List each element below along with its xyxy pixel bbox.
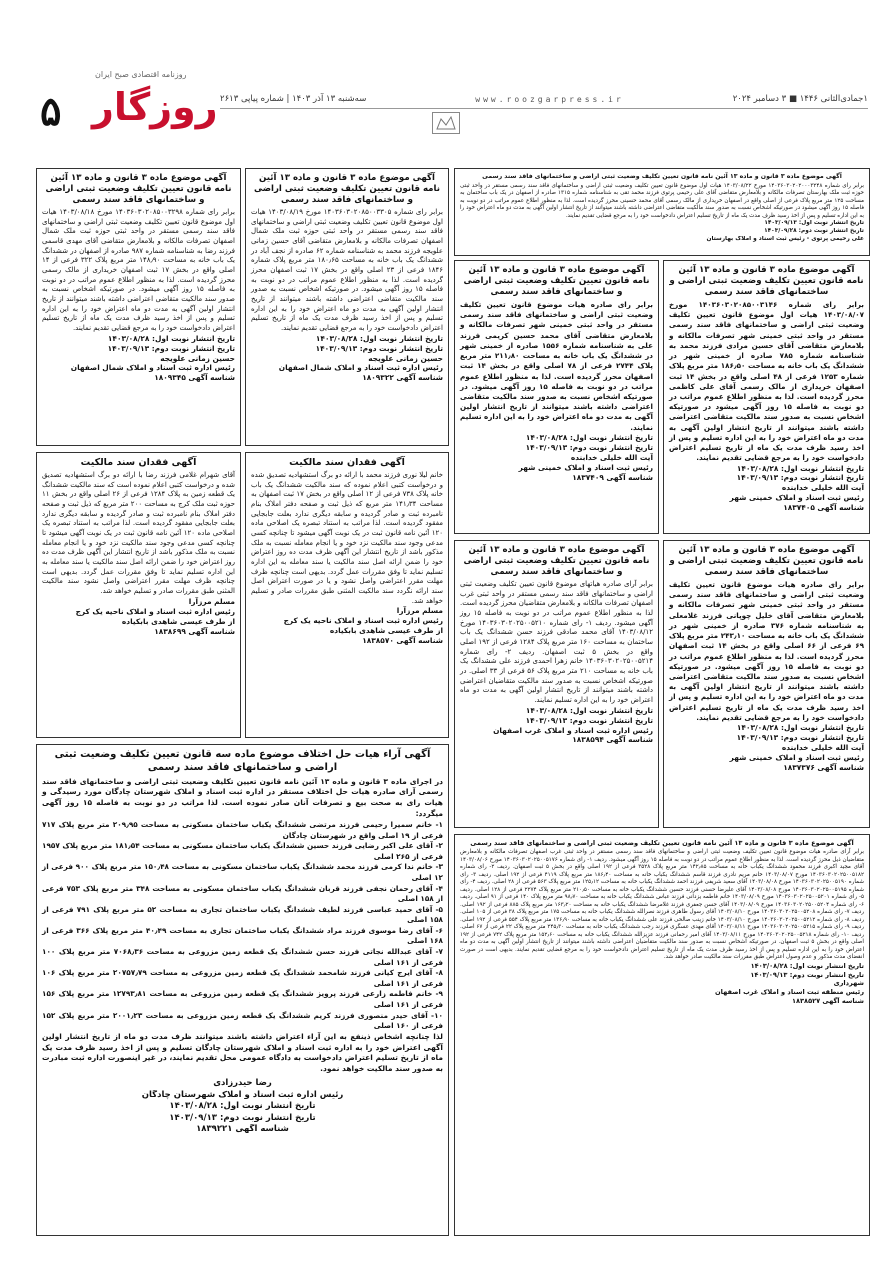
notice-meta: مسلم مرزآرا رئیس اداره ثبت اسناد و املاک ناحیه یک کرج از طرف عیسی شاهدی بابکیاده شناسه آگهی ۱۸۳۸۶۹۹ (75, 596, 235, 636)
list-item: ۱۰- آقای حیدر منصوری فرزند کریم ششدانگ یک قطعه زمین مزروعی به مساحت ۲۰۰۱٫۲۳ متر مربع پلاک ۱۵۲ فرعی از ۱۶۰ اصلی (42, 1010, 443, 1031)
legal-notice-west-isfahan (454, 540, 659, 828)
list-item: ۶- آقای رضا موسوی فرزند مراد ششدانگ یکباب ساختمان تجاری به مساحت ۴۰٫۴۹ متر مربع پلاک ۳۶۶ فرعی از ۱۶۸ اصلی (42, 925, 444, 946)
notice-title: آگهی آراء هیات حل اختلاف موضوع ماده سه قانون تعیین تکلیف وضعیت ثبتی اراضی و ساختمانهای فاقد سند رسمی (54, 749, 431, 773)
emblem-icon (432, 112, 460, 134)
notice-body: برابر رای شماره ۱۴۰۳۶۰۳۰۲۰۸۵۰۰۳۱۴۶ مورخ ۱۴۰۳/۰۸/۰۷ هیات اول موضوع قانون تعیین تکلیف وضعیت ثبتی اراضی و ساختمانهای فاقد سند رسمی مستقر در واحد ثبتی خمینی شهر تصرفات مالکانه و بلامعارض متقاضی آقای حسین مرادی فرزند محمد به شناسنامه شماره ۷۸۵ صادره از خمینی شهر در ششدانگ یک باب خانه به مساحت ۱۸۶٫۵۰ متر مربع پلاک شماره ۱۲۵۳ فرعی از ۴۸ اصلی واقع در بخش ۱۴ ثبت اصفهان خریداری از مالک رسمی آقای علی کاظمی محرز گردیده است. لذا به منظور اطلاع عموم مراتب در دو نوبت به فاصله ۱۵ روز آگهی میشود در صورتیکه اشخاص نسبت به صدور سند مالکیت متقاضی اعتراضی داشته باشند میتوانند از تاریخ انتشار اولین آگهی به مدت دو ماه اعتراض خود را به این اداره تسلیم و پس از اخذ رسید ظرف مدت یک ماه از تاریخ تسلیم اعتراض دادخواست خود را به مرجع قضایی تقدیم نمایند. (669, 300, 865, 463)
notice-body: برابر رای صادره هیات موضوع قانون تعیین تکلیف وضعیت ثبتی اراضی و ساختمانهای فاقد سند رسمی مستقر در واحد ثبتی خمینی شهر تصرفات مالکانه و بلامعارض متقاضی آقای محمد حسین کریمی فرزند علی به شناسنامه شماره ۱۵۵۶ صادره از خمینی شهر در ششدانگ یک باب خانه به مساحت ۲۱۱٫۸۰ متر مربع پلاک ۲۷۴۴ فرعی از ۷۸ اصلی واقع در بخش ۱۴ ثبت اصفهان محرز گردیده است. لذا به منظور اطلاع عموم مراتب در دو نوبت به فاصله ۱۵ روز آگهی میشود. در صورتیکه اشخاص نسبت به صدور سند مالکیت متقاضی اعتراضی داشته باشند میتوانند از تاریخ انتشار اولین آگهی به مدت دو ماه اعتراض خود را به این اداره تسلیم نمایند. (460, 300, 653, 432)
notice-intro: در اجرای ماده ۳ قانون و ماده ۱۳ آئین نامه قانون تعیین تکلیف وضعیت ثبتی اراضی و ساختمانهای فاقد سند رسمی آرای صادره هیات حل اختلاف مستقر در اداره ثبت اسناد و املاک شهرستان چادگان مورد رسیدگی و هیات رای به صحت بیع و تصرفات آنان صادر نموده است. لذا مراتب در دو نوبت به فاصله ۱۵ روز آگهی میگردد: (42, 776, 443, 819)
legal-notice-bordered (454, 168, 870, 256)
list-item: ۳- خانم ندا کرمی فرزند محمد ششدانگ یکباب ساختمان مسکونی به مساحت ۱۵۰٫۴۸ متر مربع پلاک ۹۰۰ فرعی از ۱۲ اصلی (42, 862, 444, 882)
notice-title: آگهی فقدان سند مالکیت (289, 457, 405, 468)
list-item: ۷- آقای عبدالله نجاتی فرزند حسن ششدانگ یک قطعه زمین مزروعی به مساحت ۷۰۶۸٫۳۶ متر مربع پلاک ۱۰۰ فرعی از ۱۶۱ اصلی (42, 947, 444, 967)
header-info-line (220, 92, 868, 106)
notice-meta: تاریخ انتشار نوبت اول: ۱۴۰۳/۰۸/۲۸ تاریخ انتشار نوبت دوم: ۱۴۰۳/۰۹/۱۳ رئیس اداره ثبت اسناد و املاک غرب اصفهان شناسه آگهی ۱۸۳۸۵۹۴ (493, 705, 653, 745)
hijri-gregorian-date: ۱جمادی‌الثانی ۱۴۴۶ ■ ۳ دسامبر ۲۰۲۴ (732, 94, 868, 104)
notice-body: برابر آرای صادره هیاتهای موضوع قانون تعیین تکلیف وضعیت ثبتی اراضی و ساختمانهای فاقد سند رسمی مستقر در واحد ثبتی غرب اصفهان تصرفات مالکانه و بلامعارض متقاضیان محرز گردیده است. لذا به منظور اطلاع عموم مراتب در دو نوبت به فاصله ۱۵ روز آگهی میشود. ردیف ۱- رای شماره ۱۴۰۳۶۰۳۰۲۰۲۵۰۰۵۲۱۰ مورخ ۱۴۰۳/۰۸/۱۲ آقای محمد صادقی فرزند حسن ششدانگ یک باب ساختمان به مساحت ۱۶۰ متر مربع پلاک ۱۲۸۴ فرعی از ۱۹۲ اصلی واقع در بخش ۵ ثبت اصفهان. ردیف ۲- رای شماره ۱۴۰۳۶۰۳۰۲۰۲۵۰۰۵۲۱۴ خانم زهرا احمدی فرزند علی ششدانگ یک باب خانه به مساحت ۲۱۰ متر مربع پلاک ۵۶ فرعی از ۳۳ اصلی. در صورتیکه اشخاص نسبت به صدور سند مالکیت متقاضیان اعتراضی داشته باشند میتوانند از تاریخ انتشار اولین آگهی به مدت دو ماه اعتراض خود را به این اداره تسلیم نمایند. (460, 580, 654, 704)
masthead (0, 0, 896, 150)
notice-body: آقای شهرام غلامی فرزند رضا با ارائه دو برگ استشهادیه تصدیق شده و درخواست کتبی اعلام نموده است که سند مالکیت ششدانگ یک قطعه زمین به پلاک ۱۲۸۴ فرعی از ۲۶ اصلی واقع در بخش ۱۱ حوزه ثبت ملک کرج به مساحت ۲۰۰ متر مربع که ذیل ثبت و صفحه دفتر املاک بنام نامبرده ثبت و صادر گردیده و سابقه دیگری ندارد بعلت جابجایی مفقود گردیده است. لذا مراتب به استناد تبصره یک اصلاحی ماده ۱۲۰ آئین نامه قانون ثبت در یک نوبت آگهی میشود تا چنانچه کسی مدعی وجود سند مالکیت نزد خود و یا انجام معامله نسبت به ملک مذکور باشد از تاریخ انتشار این آگهی ظرف مدت ده روز اعتراض خود را ضمن ارائه اصل سند مالکیت یا سند معامله به این اداره تسلیم نماید تا وفق مقررات عمل گردد. بدیهی است چنانچه ظرف مهلت مقرر اعتراضی واصل نشود سند مالکیت المثنی طبق مقررات صادر و تسلیم خواهد شد. (42, 471, 236, 596)
notice-meta: تاریخ انتشار نوبت اول: ۱۴۰۳/۰۸/۲۸ تاریخ انتشار نوبت دوم: ۱۴۰۳/۰۹/۱۳ حسین زمانی علویجه رئیس اداره ثبت اسناد و املاک شمال اصفهان شناسه آگهی ۱۸۰۹۳۲۲ (278, 333, 443, 383)
notice-body: برابر رای شماره ۱۴۰۳۶۰۳۰۲۰۸۵۰۰۳۳۰۵ مورخ ۱۴۰۳/۰۸/۱۹ هیات اول موضوع قانون تعیین تکلیف وضعیت ثبتی اراضی و ساختمانهای فاقد سند رسمی مستقر در واحد ثبتی حوزه ثبت ملک شمال اصفهان تصرفات مالکانه و بلامعارض متقاضی آقای حسین زمانی علویجه فرزند محمد به شناسنامه شماره ۶۲ صادره از نجف آباد در ششدانگ یک باب خانه به مساحت ۱۸۰٫۶۵ متر مربع پلاک شماره ۱۸۴۶ فرعی از ۲۳ اصلی واقع در بخش ۱۷ ثبت اصفهان محرز گردیده است. لذا به منظور اطلاع عموم مراتب در دو نوبت به فاصله ۱۵ روز آگهی میشود. در صورتیکه اشخاص نسبت به صدور سند مالکیت متقاضی اعتراضی داشته باشند میتوانند از تاریخ انتشار اولین آگهی به مدت دو ماه اعتراض خود را به این اداره تسلیم و پس از اخذ رسید ظرف مدت یک ماه از تاریخ تسلیم اعتراض دادخواست خود را به مرجع قضایی تقدیم نمایند. (251, 208, 444, 332)
notice-meta: تاریخ انتشار نوبت اول: ۱۴۰۳/۰۸/۲۸ تاریخ انتشار نوبت دوم: ۱۴۰۳/۰۹/۱۳ آیت الله خلیلی خدابنده رئیس ثبت اسناد و املاک خمینی شهر شناسه آگهی ۱۸۳۷۴۰۵ (729, 463, 864, 513)
lost-deed-notice-2 (36, 452, 241, 738)
website-url: www.roozgarpress.ir (475, 94, 624, 104)
notice-body: برابر رای شماره ۱۴۰۳۶۰۳۰۲۰۸۵۰۰۳۲۹۸ مورخ ۱۴۰۳/۰۸/۱۸ هیات اول موضوع قانون تعیین تکلیف وضعیت ثبتی اراضی و ساختمانهای فاقد سند رسمی مستقر در واحد ثبتی حوزه ثبت ملک شمال اصفهان تصرفات مالکانه و بلامعارض متقاضی آقای مهدی قاسمی فرزند رضا به شناسنامه شماره ۹۸۷ صادره از اصفهان در ششدانگ یک باب خانه به مساحت ۱۴۸٫۹۰ متر مربع پلاک ۳۲۲ فرعی از ۱۴ اصلی واقع در بخش ۱۷ ثبت اصفهان خریداری از مالک رسمی محرز گردیده است. لذا به منظور اطلاع عموم مراتب در دو نوبت به فاصله ۱۵ روز آگهی میشود. در صورتیکه اشخاص نسبت به صدور سند مالکیت متقاضی اعتراضی داشته باشند میتوانند از تاریخ انتشار اولین آگهی به مدت دو ماه اعتراض خود را به این اداره تسلیم و پس از اخذ رسید ظرف مدت یک ماه از تاریخ تسلیم اعتراض دادخواست خود را به مرجع قضایی تقدیم نمایند. (42, 208, 235, 332)
list-item: ۵- آقای حمید عباسی فرزند لطیف ششدانگ یکباب ساختمان تجاری به مساحت ۵۲ متر مربع پلاک ۷۹۱ فرعی از ۱۵۸ اصلی (42, 904, 443, 925)
notice-meta: تاریخ انتشار نوبت اول: ۱۴۰۳/۰۹/۱۳ تاریخ انتشار نوبت دوم: ۱۴۰۳/۰۹/۲۸ علی رحیمی پرتوی - رئیس ثبت اسناد و املاک بهارستان (706, 220, 864, 242)
notice-meta: تاریخ انتشار نوبت اول: ۱۴۰۳/۰۸/۲۸ تاریخ انتشار نوبت دوم: ۱۴۰۳/۰۹/۱۳ آیت الله خلیلی خدابنده رئیس ثبت اسناد و املاک خمینی شهر شناسه آگهی ۱۸۳۷۳۷۶ (729, 723, 864, 772)
newspaper-logo: روزگار (92, 85, 218, 129)
notice-body: برابر آرای صادره هیات موضوع قانون تعیین تکلیف وضعیت ثبتی اراضی و ساختمانهای فاقد سند رسمی مستقر در واحد ثبتی غرب اصفهان تصرفات مالکانه و بلامعارض متقاضیان ذیل محرز گردیده است. لذا به منظور اطلاع عموم مراتب در دو نوبت به فاصله ۱۵ روز آگهی میشود. ردیف ۱- رای شماره ۱۴۰۳۶۰۳۰۲۰۲۵۰۰۵۱۷۶ مورخ ۱۴۰۳/۰۸/۰۶ آقای مجید اکبری فرزند محمود ششدانگ یکباب خانه به مساحت ۱۴۲٫۸۵ متر مربع پلاک ۳۵۲۸ فرعی از ۱۹۲ اصلی واقع در بخش ۵ ثبت اصفهان. ردیف ۲- رای شماره ۱۴۰۳۶۰۳۰۲۰۲۵۰۰۵۱۸۲ مورخ ۱۴۰۳/۰۸/۰۷ خانم مریم نادری فرزند قاسم ششدانگ یکباب خانه به مساحت ۱۸۶٫۴۰ متر مربع پلاک ۴۱۱۹ فرعی از ۱۹۲ اصلی. ردیف ۳- رای شماره ۱۴۰۳۶۰۳۰۲۰۲۵۰۰۵۱۹۰ مورخ ۱۴۰۳/۰۸/۰۸ آقای سعید شریفی فرزند احمد ششدانگ یکباب خانه به مساحت ۱۲۵٫۱۲ متر مربع پلاک ۵۶۳ فرعی از ۲۸ اصلی. ردیف ۴- رای شماره ۱۴۰۳۶۰۳۰۲۰۲۵۰۰۵۱۹۵ مورخ ۱۴۰۳/۰۸/۰۸ آقای علیرضا حسنی فرزند حسین ششدانگ یکباب خانه به مساحت ۲۱۰٫۵۰ متر مربع پلاک ۲۲۷۴ فرعی از ۱۲۸ اصلی. ردیف ۵- رای شماره ۱۴۰۳۶۰۳۰۲۰۲۵۰۰۵۲۰۱ مورخ ۱۴۰۳/۰۸/۰۹ خانم فاطمه یزدانی فرزند عباس ششدانگ یکباب خانه به مساحت ۹۸٫۷۰ متر مربع پلاک ۱۴۰ فرعی از ۹۱ اصلی. ردیف ۶- رای شماره ۱۴۰۳۶۰۳۰۲۰۲۵۰۰۵۲۰۴ مورخ ۱۴۰۳/۰۸/۰۹ آقای حسن جعفری فرزند غلامرضا ششدانگ یکباب خانه به مساحت ۱۶۳٫۲۰ متر مربع پلاک ۸۸۵ فرعی از ۱۹۲ اصلی. ردیف ۷- رای شماره ۱۴۰۳۶۰۳۰۲۰۲۵۰۰۵۲۰۸ مورخ ۱۴۰۳/۰۸/۱۰ آقای رسول طاهری فرزند نصرالله ششدانگ یکباب خانه به مساحت ۱۷۵ متر مربع پلاک ۳۸ فرعی از ۱۰۵ اصلی. ردیف ۸- رای شماره ۱۴۰۳۶۰۳۰۲۰۲۵۰۰۵۲۱۲ مورخ ۱۴۰۳/۰۸/۱۰ خانم زینب صالحی فرزند علی ششدانگ یکباب خانه به مساحت ۱۳۶٫۹۰ متر مربع پلاک ۵۵۴ فرعی از ۱۹۲ اصلی. ردیف ۹- رای شماره ۱۴۰۳۶۰۳۰۲۰۲۵۰۰۵۲۱۵ مورخ ۱۴۰۳/۰۸/۱۱ آقای مهدی عسگری فرزند رجب ششدانگ یکباب خانه به مساحت ۲۴۵٫۳۰ متر مربع پلاک ۲۲ فرعی از ۶۷ اصلی. ردیف ۱۰- رای شماره ۱۴۰۳۶۰۳۰۲۰۲۵۰۰۵۲۱۸ مورخ ۱۴۰۳/۰۸/۱۱ آقای امیر رحمانی فرزند عزیزالله ششدانگ یکباب خانه به مساحت ۱۵۲٫۶۰ متر مربع پلاک ۷۴۲ فرعی از ۱۹۲ اصلی واقع در بخش ۵ ثبت اصفهان. در صورتیکه اشخاص نسبت به صدور سند مالکیت متقاضیان اعتراضی داشته باشند میتوانند از تاریخ انتشار اولین آگهی به مدت دو ماه اعتراض خود را به این اداره تسلیم و پس از اخذ رسید ظرف مدت یک ماه از تاریخ تسلیم اعتراض دادخواست خود را به مرجع قضایی تقدیم نمایند. بدیهی است در صورت انقضای مدت مذکور و عدم وصول اعتراض طبق مقررات سند مالکیت صادر خواهد شد. (460, 849, 865, 961)
header-divider (220, 108, 868, 109)
page-number: ۵ (40, 88, 62, 135)
notice-body: برابر رای صادره هیات موضوع قانون تعیین تکلیف وضعیت ثبتی اراضی و ساختمانهای فاقد سند رسمی مستقر در واحد ثبتی خمینی شهر تصرفات مالکانه و بلامعارض متقاضی آقای خلیل چوپانی فرزند غلامعلی به شناسنامه شماره ۳۷۶ صادره از خمینی شهر در ششدانگ یک باب خانه به مساحت ۲۴۳٫۱۰ متر مربع پلاک ۶۹ فرعی از ۶۶ اصلی واقع در بخش ۱۴ ثبت اصفهان محرز گردیده است. لذا به منظور اطلاع عموم مراتب در دو نوبت به فاصله ۱۵ روز آگهی میشود. در صورتیکه اشخاص نسبت به صدور سند مالکیت متقاضی اعتراضی داشته باشند میتوانند از تاریخ انتشار اولین آگهی به مدت دو ماه اعتراض خود را به این اداره تسلیم و پس از اخذ رسید ظرف مدت یک ماه از تاریخ تسلیم اعتراض دادخواست خود را به مرجع قضایی تقدیم نمایند. (669, 580, 864, 722)
legal-notice-khomeinishahr-1 (663, 260, 870, 534)
notice-title: آگهی موضوع ماده ۳ قانون و ماده ۱۳ آئین نامه قانون تعیین تکلیف وضعیت ثبتی اراضی و ساختمانهای فاقد سند رسمی (482, 173, 842, 180)
notice-meta: تاریخ انتشار نوبت اول: ۱۴۰۳/۰۸/۲۸ تاریخ انتشار نوبت دوم: ۱۴۰۳/۰۹/۱۳ شهرداری رئیس منطقه ثبت اسناد و املاک غرب اصفهان شناسه آگهی ۱۸۳۸۵۲۷ (714, 961, 864, 1006)
notice-title: آگهی موضوع ماده ۳ قانون و ماده ۱۳ آئین نامه قانون تعیین تکلیف وضعیت ثبتی اراضی و ساختمانهای فاقد سند رسمی (463, 545, 650, 577)
list-item: ۸- آقای ایرج کیانی فرزند شامحمد ششدانگ یک قطعه زمین مزروعی به مساحت ۲۰۷۵۷٫۷۹ متر مربع پلاک ۱۰۶ فرعی از ۱۶۱ اصلی (42, 968, 443, 988)
notice-meta: تاریخ انتشار نوبت اول: ۱۴۰۳/۰۸/۲۸ تاریخ انتشار نوبت دوم: ۱۴۰۳/۰۹/۱۳ آیت الله خلیلی خدابنده رئیس ثبت اسناد و املاک خمینی شهر شناسه آگهی ۱۸۳۷۴۰۹ (518, 432, 653, 482)
list-item: ۴- آقای رحمان نجفی فرزند قربان ششدانگ یکباب ساختمان مسکونی به مساحت ۳۴۸ متر مربع پلاک ۷۵۳ فرعی از ۱۵۸ اصلی (42, 883, 443, 904)
list-item: ۹- خانم فاطمه زارعی فرزند پرویز ششدانگ یک قطعه زمین مزروعی به مساحت ۱۲۷۹۳٫۸۱ متر مربع پلاک ۱۵۶ فرعی از ۱۶۱ اصلی (42, 989, 443, 1009)
notice-body: برابر رای شماره ۱۴۰۳۶۰۳۰۲۰۲۰۰۰۳۲۴۸ مورخ ۱۴۰۳/۰۸/۲۲ هیات اول موضوع قانون تعیین تکلیف وضعیت ثبتی اراضی و ساختمانهای فاقد سند رسمی مستقر در واحد ثبتی حوزه ثبت ملک بهارستان تصرفات مالکانه و بلامعارض متقاضی آقای علی رحیمی پرتوی فرزند محمد تقی به شناسنامه شماره ۱۳۱۵ صادره از اصفهان در یک باب ساختمان به مساحت ۱۲۵ متر مربع پلاک فرعی از اصلی واقع در اصفهان خریداری از مالک رسمی آقای محمد حسینی محرز گردیده است. لذا به منظور اطلاع عموم مراتب در دو نوبت به فاصله ۱۵ روز آگهی میشود در صورتیکه اشخاص نسبت به صدور سند مالکیت متقاضی اعتراضی داشته باشند میتوانند از تاریخ انتشار اولین آگهی به مدت دو ماه اعتراض خود را به این اداره تسلیم و پس از اخذ رسید ظرف مدت یک ماه از تاریخ تسلیم اعتراض دادخواست خود را به مرجع قضایی تقدیم نمایند. (460, 182, 865, 219)
notice-body: خانم لیلا نوری فرزند محمد با ارائه دو برگ استشهادیه تصدیق شده و درخواست کتبی اعلام نموده که سند مالکیت ششدانگ یک باب خانه پلاک ۷۳۸ فرعی از ۱۲ اصلی واقع در بخش ۱۷ ثبت اصفهان به مساحت ۱۴۱٫۳۴ متر مربع که ذیل ثبت و صفحه دفتر املاک بنام نامبرده ثبت و صادر گردیده و سابقه دیگری ندارد بعلت جابجایی مفقود گردیده است. لذا مراتب به استناد تبصره یک اصلاحی ماده ۱۲۰ آئین نامه قانون ثبت در یک نوبت آگهی میشود تا چنانچه کسی مدعی وجود سند مالکیت نزد خود و یا انجام معامله نسبت به ملک مذکور باشد از تاریخ انتشار این آگهی ظرف مدت ده روز اعتراض خود را ضمن ارائه اصل سند مالکیت یا سند معامله به این اداره تسلیم نماید تا وفق مقررات عمل گردد. بدیهی است چنانچه ظرف مهلت مقرر اعتراضی واصل نشود و یا در صورت اعتراض اصل سند ارائه نگردد سند مالکیت المثنی طبق مقررات صادر و تسلیم خواهد شد. (251, 471, 443, 605)
notice-outro: لذا چنانچه اشخاص ذینفع به این آراء اعتراض داشته باشند میتوانند ظرف مدت دو ماه از تاریخ انتشار اولین آگهی اعتراض خود را به اداره ثبت اسناد و املاک شهرستان چادگان تسلیم و پس از اخذ رسید ظرف مدت یک ماه از تاریخ تسلیم اعتراض دادخواست به دادگاه عمومی محل تقدیم نمایند، در غیر اینصورت اداره ثبت مبادرت به صدور سند مالکیت خواهد نمود. (42, 1031, 443, 1074)
newspaper-tagline: روزنامه اقتصادی صبح ایران (95, 70, 187, 79)
notice-meta: تاریخ انتشار نوبت اول: ۱۴۰۳/۰۸/۲۸ تاریخ انتشار نوبت دوم: ۱۴۰۳/۰۹/۱۳ حسین زمانی علویجه رئیس اداره ثبت اسناد و املاک شمال اصفهان شناسه آگهی ۱۸۰۹۳۴۵ (70, 333, 235, 383)
legal-notice-khomeinishahr-3 (663, 540, 870, 828)
lost-deed-notice-1 (245, 452, 449, 738)
notice-title: آگهی فقدان سند مالکیت (80, 457, 197, 468)
legal-notice-north-isfahan-1 (245, 168, 449, 446)
notice-title: آگهی موضوع ماده ۳ قانون و ماده ۱۳ آئین نامه قانون تعیین تکلیف وضعیت ثبتی اراضی و ساختمانهای فاقد سند رسمی (463, 265, 650, 297)
notice-title: آگهی موضوع ماده ۳ قانون و ماده ۱۳ آئین نامه قانون تعیین تکلیف وضعیت ثبتی اراضی و ساختمانهای فاقد سند رسمی (45, 173, 232, 205)
legal-notice-khomeinishahr-2 (454, 260, 659, 534)
notice-title: آگهی موضوع ماده ۳ قانون و ماده ۱۳ آئین نامه قانون تعیین تکلیف وضعیت ثبتی اراضی و ساختمانهای فاقد سند رسمی (470, 839, 854, 847)
list-item: ۱- خانم سمیرا رحیمی فرزند مرتضی ششدانگ یکباب ساختمان مسکونی به مساحت ۲۰۹٫۹۵ متر مربع پلاک ۷۱۷ فرعی از ۱۹ اصلی واقع در شهرستان چادگان (42, 820, 443, 840)
dispute-resolution-notice-chadegan (36, 744, 449, 1236)
legal-notice-north-isfahan-2 (36, 168, 241, 446)
rulings-list (42, 820, 443, 1032)
notice-meta: مسلم مرزآرا رئیس اداره ثبت اسناد و املاک ناحیه یک کرج از طرف عیسی شاهدی بابکیاده شناسه آگهی ۱۸۳۸۵۷۰ (283, 606, 443, 646)
notice-title: آگهی موضوع ماده ۳ قانون و ماده ۱۳ آئین نامه قانون تعیین تکلیف وضعیت ثبتی اراضی و ساختمانهای فاقد سند رسمی (669, 265, 864, 297)
notice-meta: رضا حیدرزادی رئیس اداره ثبت اسناد و املاک شهرستان چادگان تاریخ انتشار نوبت اول: ۱۴۰۳/۰۸/۲۸ تاریخ انتشار نوبت دوم: ۱۴۰۳/۰۹/۱۳ شناسه آگهی ۱۸۳۹۲۲۱ (141, 1078, 344, 1135)
legal-notice-west-isfahan-multi (454, 834, 870, 1236)
notice-title: آگهی موضوع ماده ۳ قانون و ماده ۱۳ آئین نامه قانون تعیین تکلیف وضعیت ثبتی اراضی و ساختمانهای فاقد سند رسمی (254, 173, 440, 205)
list-item: ۲- آقای علی اکبر رضایی فرزند حسین ششدانگ یکباب ساختمان مسکونی به مساحت ۱۸۱٫۵۴ متر مربع پلاک ۱۹۵۷ فرعی از ۲۶۵ اصلی (42, 841, 444, 861)
issue-info: سه‌شنبه ۱۳ آذر ۱۴۰۳ | شماره پیاپی ۲۶۱۳ (220, 94, 367, 104)
notice-title: آگهی موضوع ماده ۳ قانون و ماده ۱۳ آئین نامه قانون تعیین تکلیف وضعیت ثبتی اراضی و ساختمانهای فاقد سند رسمی (669, 545, 864, 577)
